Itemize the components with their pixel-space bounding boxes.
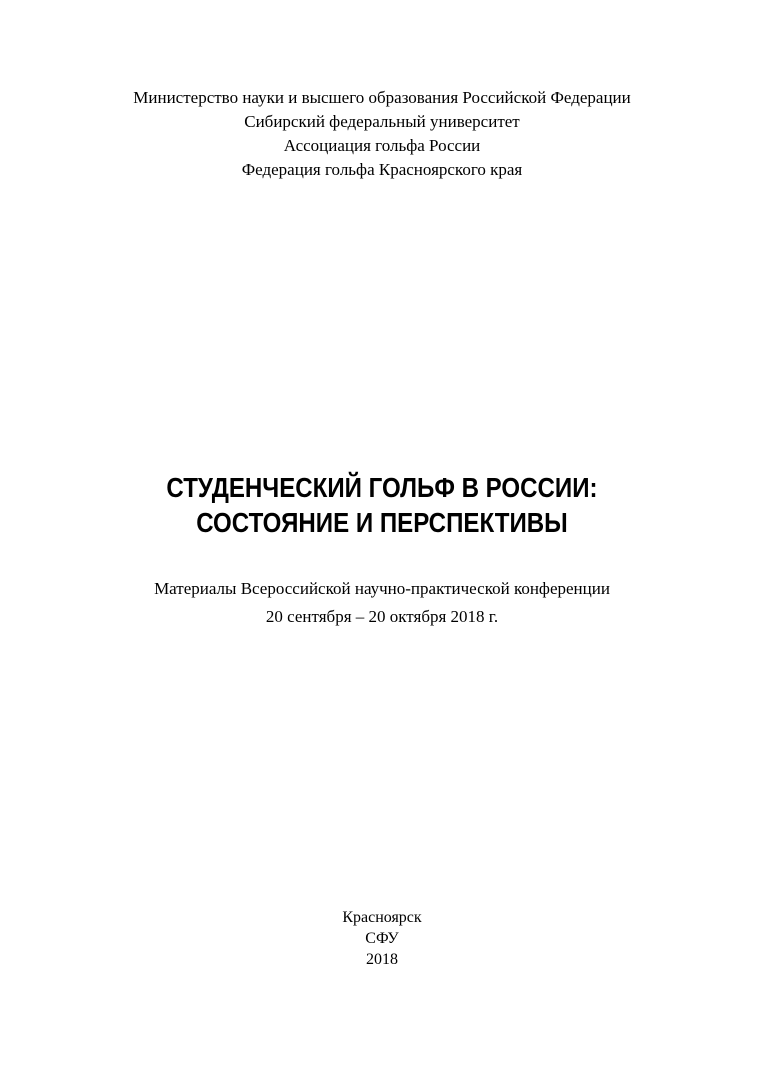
document-subtitle bbox=[0, 575, 764, 631]
title-line-1: СТУДЕНЧЕСКИЙ ГОЛЬФ В РОССИИ: bbox=[166, 472, 598, 503]
organization-university: Сибирский федеральный университет bbox=[244, 112, 520, 131]
organization-ministry: Министерство науки и высшего образования Российской Федерации bbox=[133, 88, 631, 107]
imprint-block bbox=[0, 907, 764, 970]
imprint-year: 2018 bbox=[366, 951, 398, 968]
imprint-publisher: СФУ bbox=[365, 930, 399, 947]
subtitle-description: Материалы Всероссийской научно-практической конференции bbox=[154, 579, 610, 598]
document-title bbox=[53, 470, 710, 540]
subtitle-dates: 20 сентября – 20 октября 2018 г. bbox=[265, 607, 499, 626]
organization-golf-association: Ассоциация гольфа России bbox=[283, 136, 481, 155]
title-line-2: СОСТОЯНИЕ И ПЕРСПЕКТИВЫ bbox=[196, 507, 568, 538]
organizations-block bbox=[0, 86, 764, 182]
organization-regional-federation: Федерация гольфа Красноярского края bbox=[241, 160, 523, 179]
imprint-city: Красноярск bbox=[342, 909, 422, 926]
